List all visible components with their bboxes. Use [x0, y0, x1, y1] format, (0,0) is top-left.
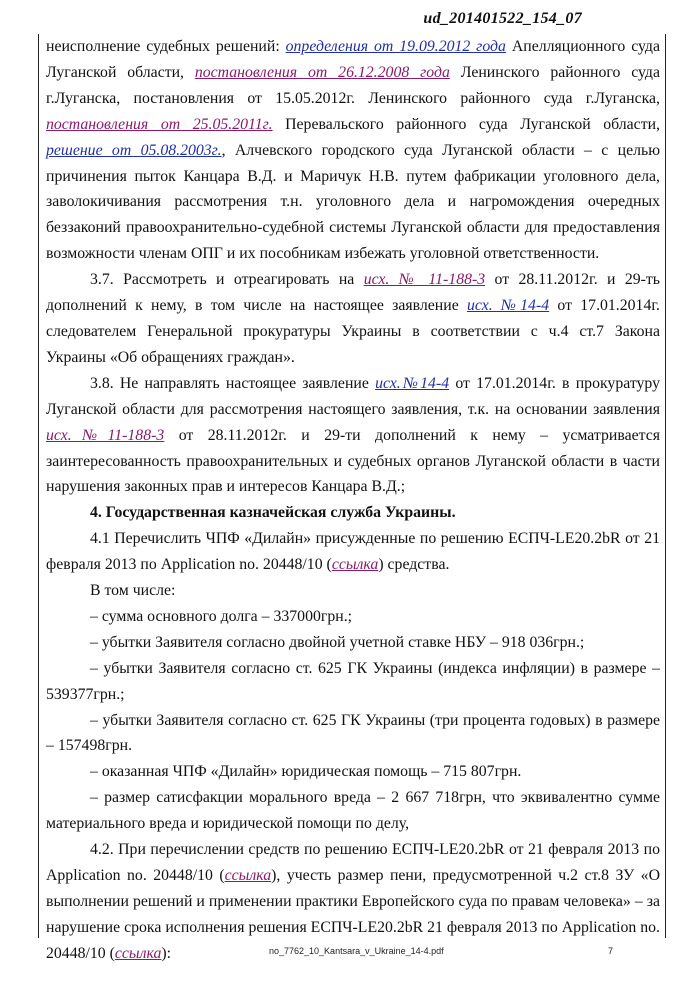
- link-decision-05-08-2003[interactable]: решение от 05.08.2003г.: [46, 141, 222, 159]
- link-ref-11-188-3[interactable]: исх. № 11-188-3: [363, 271, 486, 289]
- text: ):: [161, 944, 172, 962]
- text: Перевальского районного суда Луганской области,: [272, 115, 661, 133]
- text: ), учесть размер пени, предусмотренной ч.2 ст.8 ЗУ «О выполнении решений и применении практики Европейского суда по правам человека» – за нарушение срока исполнения решения ЕСПЧ-LE20.2bR 21 февраля 2013 по Application no. 20448/10 (: [46, 867, 660, 962]
- list-item: – убытки Заявителя согласно ст. 625 ГК Украины (индекса инфляции) в размере – 539377грн.;: [46, 659, 660, 703]
- list-item: – убытки Заявителя согласно двойной учетной ставке НБУ – 918 036грн.;: [90, 633, 585, 651]
- including-label: В том числе:: [90, 582, 176, 600]
- list-item: – сумма основного долга – 337000грн.;: [90, 607, 353, 625]
- section-heading-treasury: 4. Государственная казначейская служба Украины.: [90, 504, 456, 522]
- link-resolution-25-05-2011[interactable]: постановления от 25.05.2011г.: [46, 115, 273, 133]
- text: от 17.01.2014г. в прокуратуру Луганской области для рассмотрения настоящего заявления, т.к. на основании заявления: [46, 374, 660, 418]
- list-item: – размер сатисфакции морального вреда – 2 667 718грн, что эквивалентно сумме материального вреда и юридической помощи по делу,: [46, 789, 660, 833]
- text: от 17.01.2014г. следователем Генеральной прокуратуры Украины в соответствии с ч.4 ст.7 Закона Украины «Об обращениях граждан».: [46, 297, 661, 366]
- text: от 28.11.2012г. и 29-ти дополнений к нему – усматривается заинтересованность правоохранительных и судебных органов Луганской области в части нарушения законных прав и интересов Канцара В.Д.;: [46, 426, 660, 496]
- text: Апелляционного суда Луганской области,: [46, 38, 660, 81]
- text: Ленинского районного суда г.Луганска, постановления от 15.05.2012г. Ленинского районного суда г.Луганска,: [46, 63, 660, 107]
- link-resolution-26-12-2008[interactable]: постановления от 26.12.2008 года: [194, 63, 450, 81]
- text: неисполнение судебных решений:: [46, 38, 286, 55]
- text: 4.2. При перечислении средств по решению ЕСПЧ-LE20.2bR от 21 февраля 2013 по Application no. 20448/10 (: [46, 841, 660, 884]
- text: 3.8. Не направлять настоящее заявление: [90, 374, 376, 392]
- list-item: – убытки Заявителя согласно ст. 625 ГК Украины (три процента годовых) в размере – 157498грн.: [46, 711, 660, 755]
- link-reference[interactable]: ссылка: [114, 944, 162, 962]
- link-reference[interactable]: ссылка: [331, 556, 379, 574]
- paragraph-4-1: [46, 526, 660, 578]
- document-id: ud_201401522_154_07: [423, 10, 582, 27]
- list-item: – оказанная ЧПФ «Дилайн» юридическая помощь – 715 807грн.: [90, 763, 522, 781]
- text: , Алчевского городского суда Луганской области – с целью причинения пыток Канцара В.Д. и Маричук Н.В. путем фабрикации уголовного дела, заволокичивания рассмотрения т.н. уголовного дела и нагромождения очередных беззаконий правоохранительно-судебной системы Луганской области для предоставления возможности членам ОПГ и их пособникам избежать уголовной ответственности.: [46, 141, 660, 263]
- footer-filename: no_7762_10_Kantsara_v_Ukraine_14-4.pdf: [269, 946, 444, 956]
- paragraph-court-decisions: [46, 34, 660, 267]
- text: ) средства.: [378, 556, 450, 574]
- text: от 28.11.2012г. и 29-ть дополнений к нему, в том числе на настоящее заявление: [46, 271, 660, 315]
- document-body: [46, 34, 660, 967]
- link-reference[interactable]: ссылка: [224, 867, 272, 884]
- paragraph-3-7: [46, 267, 660, 371]
- page-number: 7: [608, 946, 614, 956]
- link-determination-19-09-2012[interactable]: определения от 19.09.2012 года: [285, 38, 506, 55]
- text: 3.7. Рассмотреть и отреагировать на: [90, 271, 364, 289]
- link-ref-11-188-3[interactable]: исх.№11-188-3: [46, 426, 165, 444]
- text: 4.1 Перечислить ЧПФ «Дилайн» присужденные по решению ЕСПЧ-LE20.2bR от 21 февраля 2013 по Application no. 20448/10 (: [46, 530, 660, 574]
- link-ref-14-4[interactable]: исх. №14-4: [467, 297, 550, 315]
- link-ref-14-4[interactable]: исх.№14-4: [375, 374, 450, 392]
- paragraph-3-8: [46, 371, 660, 501]
